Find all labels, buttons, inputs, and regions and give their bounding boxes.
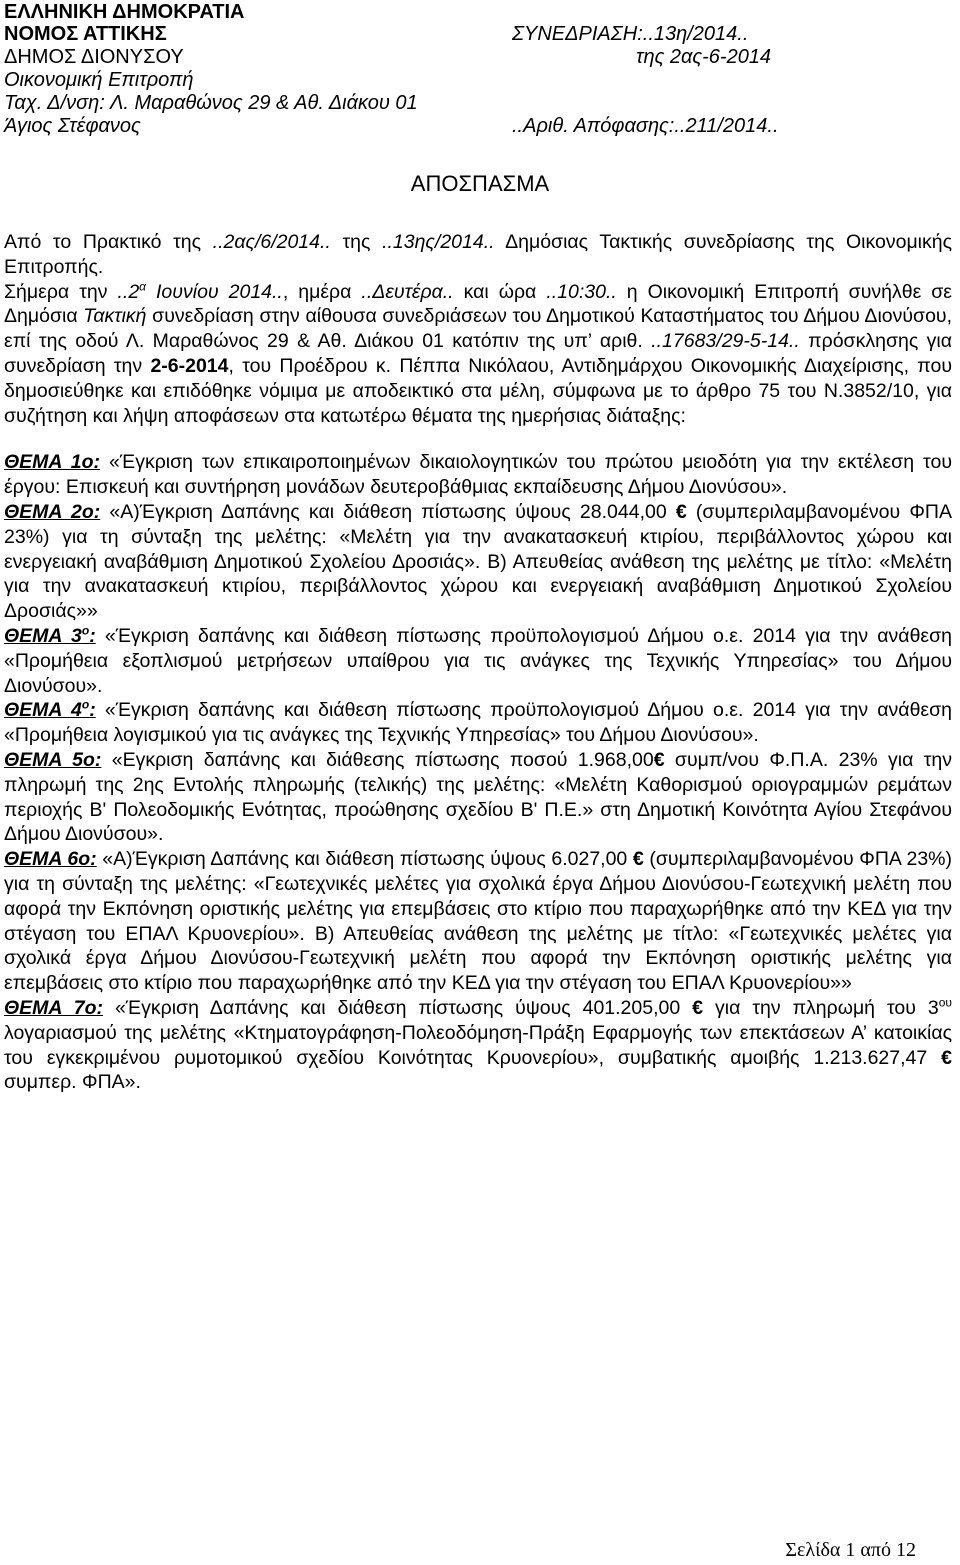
header-address: Ταχ. Δ/νση: Λ. Μαραθώνος 29 & Αθ. Διάκου 01 (4, 92, 418, 114)
header-session-date: της 2ας-6-2014 (636, 46, 772, 68)
topic-3-label: ΘΕΜΑ $3^o$: (4, 623, 96, 647)
header-town: Άγιος Στέφανος (4, 115, 141, 137)
document-title: ΑΠΟΣΠΑΣΜΑ (410, 171, 550, 196)
euro-icon: € (675, 500, 687, 523)
topic-5-label: ΘΕΜΑ 5ο: (4, 748, 102, 771)
topic-4: ΘΕΜΑ $4^o$: «Έγκριση δαπάνης και διάθεση πίστωσης προϋπολογισμού Δήμου ο.ε. 2014 για την ανάθεση «Προμήθεια λογισμικού για τις ανάγκες της Τεχνικής Υπηρεσίας» του Δήμου Διονύσου». (4, 697, 952, 747)
euro-icon: € (692, 996, 704, 1019)
topic-3: ΘΕΜΑ $3^o$: «Έγκριση δαπάνης και διάθεση πίστωσης προϋπολογισμού Δήμου ο.ε. 2014 για την ανάθεση «Προμήθεια εξοπλισμού μετρήσεων υπαίθρου για τις ανάγκες της Τεχνικής Υπηρεσίας» του Δήμου Διονύσου». (4, 623, 952, 697)
header-decision-number: ..Αριθ. Απόφασης:..211/2014.. (512, 115, 779, 137)
header-country: ΕΛΛΗΝΙΚΗ ΔΗΜΟΚΡΑΤΙΑ (4, 1, 245, 23)
header-municipality: ΔΗΜΟΣ ΔΙΟΝΥΣΟΥ (4, 46, 184, 68)
topic-7: ΘΕΜΑ 7ο: «Έγκριση Δαπάνης και διάθεση πίστωσης ύψους 401.205,00 € για την πληρωμή του $3^{o\upsilon}$ λογαριασμού της μελέτης «Κτηματογράφηση-Πολεοδόμηση-Πράξη Εφαρμογής των επεκτάσεων Α’ κατοικίας του εγκεκριμένου ρυμοτομικού σχεδίου Κοινότητας Κρυονερίου», συμβατικής αμοιβής 1.213.627,47 € συμπερ. ΦΠΑ». (4, 995, 952, 1094)
euro-icon: € (632, 848, 644, 871)
topic-1-label: ΘΕΜΑ 1ο: (4, 451, 101, 474)
topic-1: ΘΕΜΑ 1ο: «Έγκριση των επικαιροποιημένων δικαιολογητικών του πρώτου μειοδότη για την εκτέλεση του έργου: Επισκευή και συντήρηση μονάδων δευτεροβάθμιας εκπαίδευσης Δήμου Διονύσου». (4, 451, 952, 499)
intro-paragraph-1: Από το Πρακτικό της ..2ας/6/2014.. της ..13ης/2014.. Δημόσιας Τακτικής συνεδρίασης της Οικονομικής Επιτροπής. (4, 231, 953, 278)
header-committee: Οικονομική Επιτροπή (4, 69, 194, 91)
topic-5: ΘΕΜΑ 5ο: «Εγκριση δαπάνης και διάθεσης πίστωσης ποσού 1.968,00€ συμπ/νου Φ.Π.Α. 23% για την πληρωμή της 2ης Εντολής πληρωμής (τελικής) της μελέτης: «Μελέτη Καθορισμού οριογραμμών ρεμάτων περιοχής Β' Πολεοδομικής Ενότητας, προώθησης σχεδίου Β' Π.Ε.» στη Δημοτική Κοινότητα Αγίου Στεφάνου Δήμου Διονύσου». (4, 748, 952, 846)
document-body (4, 230, 952, 1095)
topic-4-label: ΘΕΜΑ $4^o$: (4, 697, 96, 722)
page-number-footer: Σελίδα 1 από 12 (785, 1539, 916, 1561)
topic-6-label: ΘΕΜΑ 6ο: (4, 848, 97, 871)
topic-2: ΘΕΜΑ 2ο: «Α)Έγκριση Δαπάνης και διάθεση πίστωσης ύψους 28.044,00 € (συμπεριλαμβανομένου ΦΠΑ 23%) για τη σύνταξη της μελέτης: «Μελέτη για την ανακατασκευή κτιρίου, περιβάλλοντος χώρου και ενεργειακή αναβάθμιση Δημοτικού Σχολείου Δροσιάς». Β) Απευθείας ανάθεση της μελέτης με τίτλο: «Μελέτη για την ανακατασκευή κτιρίου, περιβάλλοντος χώρου και ενεργειακή αναβάθμιση Δημοτικού Σχολείου Δροσιάς»» (4, 500, 953, 623)
topic-6: ΘΕΜΑ 6ο: «Α)Έγκριση Δαπάνης και διάθεση πίστωσης ύψους 6.027,00 € (συμπεριλαμβανομένου ΦΠΑ 23%) για τη σύνταξη της μελέτης: «Γεωτεχνικές μελέτες για σχολικά έργα Δήμου Διονύσου-Γεωτεχνική μελέτη που αφορά την Εκπόνηση οριστικής μελέτης για επεμβάσεις στο κτίριο που παραχωρήθηκε από την ΚΕΔ για την στέγαση του ΕΠΑΛ Κρυονερίου». Β) Απευθείας ανάθεση της μελέτης με τίτλο: «Γεωτεχνικές μελέτες για σχολικά έργα Δήμου Διονύσου-Γεωτεχνική μελέτη που αφορά την Εκπόνηση οριστικής μελέτης για επεμβάσεις στο κτίριο που παραχωρήθηκε από την ΚΕΔ για την στέγαση του ΕΠΑΛ Κρυονερίου»» (4, 848, 952, 995)
header-session: ΣΥΝΕΔΡΙΑΣΗ:..13η/2014.. (512, 23, 749, 45)
header-prefecture: ΝΟΜΟΣ ΑΤΤΙΚΗΣ (4, 23, 167, 45)
intro-paragraph-2: Σήμερα την $..2^\alpha$ Ιουνίου 2014.., ημέρα ..Δευτέρα.. και ώρα ..10:30.. η Οικονομική Επιτροπή συνήλθε σε Δημόσια Τακτική συνεδρίαση στην αίθουσα συνεδριάσεων του Δημοτικού Καταστήματος του Δήμου Διονύσου, επί της οδού Λ. Μαραθώνος 29 & Αθ. Διάκου 01 κατόπιν της υπ’ αριθ. ..17683/29-5-14.. πρόσκλησης για συνεδρίαση την 2-6-2014, του Προέδρου κ. Πέππα Νικόλαου, Αντιδημάρχου Οικονομικής Διαχείρισης, που δημοσιεύθηκε και επιδόθηκε νόμιμα με αποδεικτικό στα μέλη, σύμφωνα με το άρθρο 75 του Ν.3852/10, για συζήτηση και λήψη αποφάσεων στα κατωτέρω θέματα της ημερήσιας διάταξης: (4, 279, 952, 427)
topic-2-label: ΘΕΜΑ 2ο: (4, 500, 101, 523)
topic-7-label: ΘΕΜΑ 7ο: (4, 996, 103, 1019)
euro-icon: € (941, 1046, 952, 1069)
euro-icon: € (653, 748, 665, 771)
